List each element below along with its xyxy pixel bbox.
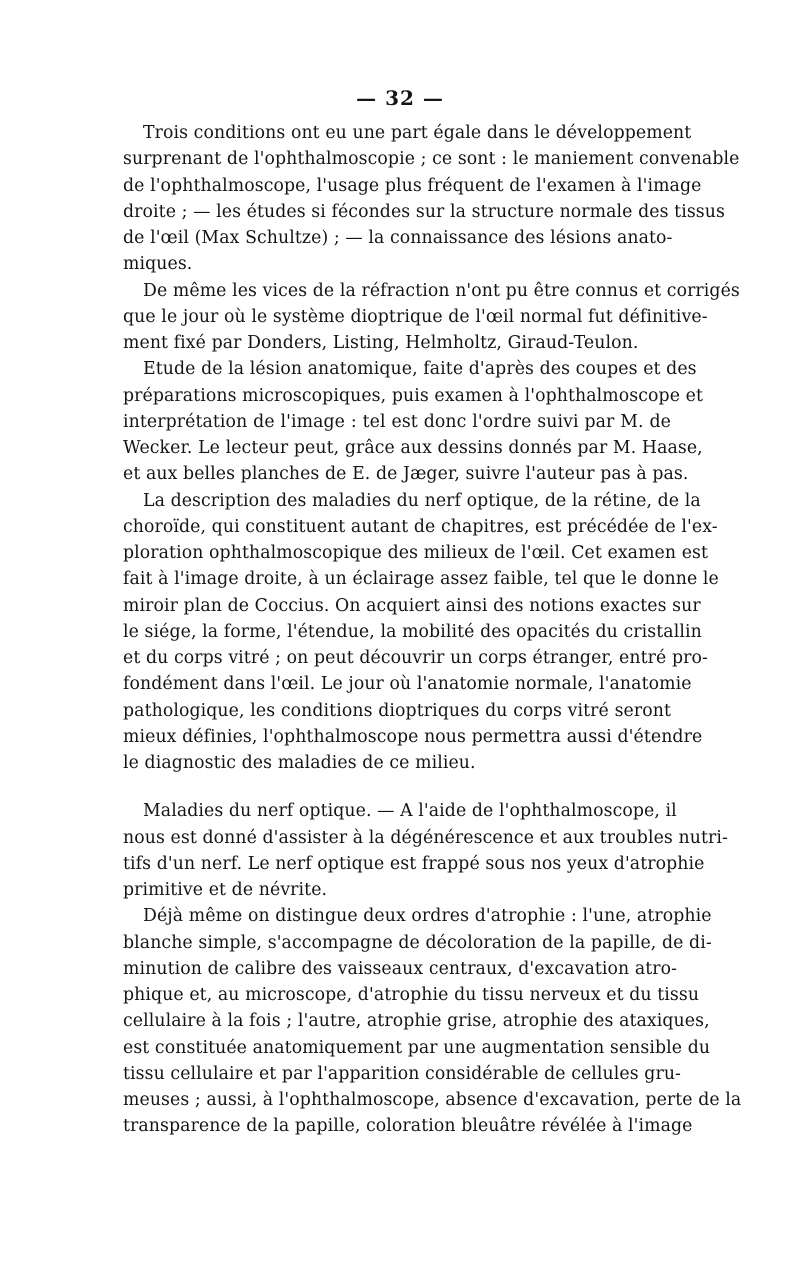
text-line: tissu cellulaire et par l'apparition considérable de cellules gru- [123, 1063, 681, 1084]
text-line: et du corps vitré ; on peut découvrir un corps étranger, entré pro- [123, 648, 708, 668]
text-line: et aux belles planches de E. de Jæger, suivre l'auteur pas à pas. [123, 464, 689, 485]
text-line: transparence de la papille, coloration bleuâtre révélée à l'image [123, 1116, 693, 1137]
page-number: — 32 — [356, 86, 444, 110]
paragraph-etude [123, 356, 703, 487]
text-line: ploration ophthalmoscopique des milieux de l'œil. Cet examen est [123, 543, 709, 563]
section-gap [123, 776, 671, 798]
text-line: ment fixé par Donders, Listing, Helmholtz, Giraud-Teulon. [123, 333, 639, 353]
text-line: choroïde, qui constituent autant de chapitres, est précédée de l'ex- [123, 516, 718, 537]
text-line: La description des maladies du nerf optique, de la rétine, de la [143, 490, 701, 511]
text-line: miroir plan de Coccius. On acquiert ainsi des notions exactes sur [123, 595, 701, 616]
paragraph-conditions [123, 120, 740, 278]
text-line: primitive et de névrite. [123, 880, 328, 900]
text-line: est constituée anatomiquement par une augmentation sensible du [123, 1037, 711, 1058]
text-line: le siége, la forme, l'étendue, la mobilité des opacités du cristallin [123, 621, 702, 642]
text-line: interprétation de l'image : tel est donc l'ordre suivi par M. de [123, 411, 671, 432]
text-line: minution de calibre des vaisseaux centraux, d'excavation atro- [123, 958, 678, 979]
text-line: mieux définies, l'ophthalmoscope nous permettra aussi d'étendre [123, 726, 703, 747]
text-line: Trois conditions ont eu une part égale dans le développement [143, 123, 692, 143]
text-line: le diagnostic des maladies de ce milieu. [123, 753, 476, 773]
text-line: que le jour où le système dioptrique de l'œil normal fut définitive- [123, 306, 708, 327]
text-line: Maladies du nerf optique. — A l'aide de l'ophthalmoscope, il [143, 801, 677, 822]
text-line: surprenant de l'ophthalmoscopie ; ce sont : le maniement convenable [123, 149, 740, 170]
text-line: meuses ; aussi, à l'ophthalmoscope, absence d'excavation, perte de la [123, 1090, 742, 1110]
paragraph-atrophie [123, 903, 742, 1139]
paragraph-nerf-optique [123, 798, 728, 903]
text-line: miques. [123, 254, 193, 275]
text-line: cellulaire à la fois ; l'autre, atrophie grise, atrophie des ataxiques, [123, 1011, 710, 1032]
text-line: de l'ophthalmoscope, l'usage plus fréquent de l'examen à l'image [123, 175, 702, 196]
text-line: droite ; — les études si fécondes sur la structure normale des tissus [123, 201, 725, 222]
text-line: phique et, au microscope, d'atrophie du tissu nerveux et du tissu [123, 985, 700, 1005]
body-text [123, 120, 742, 1140]
text-line: préparations microscopiques, puis examen à l'ophthalmoscope et [123, 385, 703, 406]
text-line: Wecker. Le lecteur peut, grâce aux dessins donnés par M. Haase, [123, 438, 703, 458]
paragraph-refraction [123, 278, 740, 357]
text-line: de l'œil (Max Schultze) ; — la connaissance des lésions anato- [123, 228, 673, 248]
text-line: pathologique, les conditions dioptriques du corps vitré seront [123, 700, 671, 721]
text-line: De même les vices de la réfraction n'ont pu être connus et corrigés [143, 280, 740, 301]
text-line: blanche simple, s'accompagne de décoloration de la papille, de di- [123, 932, 712, 953]
text-line: Etude de la lésion anatomique, faite d'après des coupes et des [143, 359, 697, 380]
text-line: Déjà même on distingue deux ordres d'atrophie : l'une, atrophie [143, 906, 712, 927]
text-line: fondément dans l'œil. Le jour où l'anatomie normale, l'anatomie [123, 674, 692, 695]
text-line: fait à l'image droite, à un éclairage assez faible, tel que le donne le [123, 569, 719, 590]
text-line: nous est donné d'assister à la dégénérescence et aux troubles nutri- [123, 827, 728, 848]
paragraph-description [123, 488, 719, 777]
text-line: tifs d'un nerf. Le nerf optique est frappé sous nos yeux d'atrophie [123, 853, 705, 874]
